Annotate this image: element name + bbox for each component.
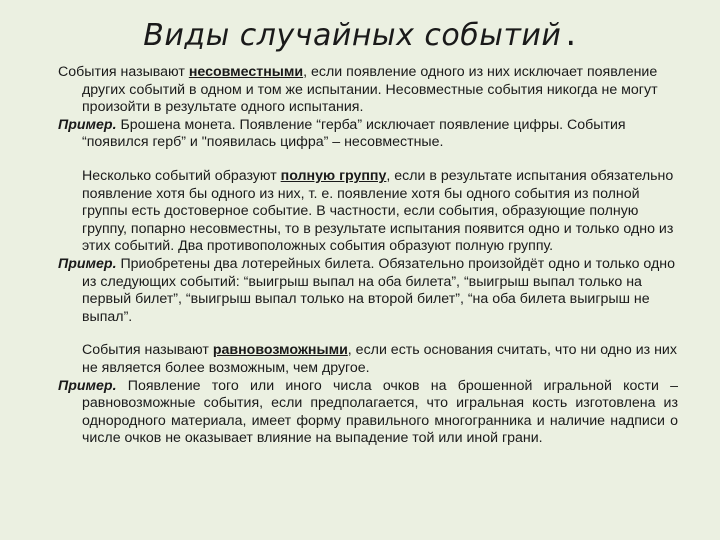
definition-full-group-post: , если в результате испытания обязательно появление хотя бы одного из них, т. е. появление хотя бы одного события из полной группы есть достоверное событие. В частности, если события, образующие полную группу, попарно несовместны, то в результате испытания появится одно и только одно из этих событий. Два противоположных события образуют полную группу. xyxy=(82,167,674,255)
definition-incompatible xyxy=(58,64,678,117)
definition-full-group-pre: Несколько событий образуют xyxy=(82,167,281,184)
example-full-group xyxy=(58,256,678,326)
definition-equally-possible-pre: События называют xyxy=(82,342,213,359)
slide-title-text: Виды случайных событий xyxy=(143,18,562,53)
example-incompatible xyxy=(58,117,678,152)
spacer xyxy=(58,326,678,342)
slide-body xyxy=(58,64,678,448)
spacer xyxy=(58,152,678,168)
slide-title-dot: . xyxy=(565,14,577,54)
example-label: Пример. xyxy=(58,116,117,133)
term-full-group: полную группу xyxy=(280,167,387,184)
example-full-group-text: Приобретены два лотерейных билета. Обязательно произойдёт одно и только одно из следующих событий: “выигрыш выпал на оба билета”, “выигрыш выпал только на первый билет”, “выигрыш выпал только на второй билет”, “на оба билета выигрыш не выпал”. xyxy=(82,255,676,325)
example-incompatible-text: Брошена монета. Появление “герба” исключает появление цифры. События “появился герб” и "появилась цифра” – несовместные. xyxy=(82,116,626,151)
example-equally-possible xyxy=(58,378,678,448)
definition-incompatible-pre: События называют xyxy=(58,64,189,80)
example-equally-possible-text: Появление того или иного числа очков на брошенной игральной кости – равновозможные события, если предполагается, что игральная кость изготовлена из однородного материала, имеет форму правильного многогранника и наличие надписи о числе очков не оказывает влияние на выпадение той или иной грани. xyxy=(82,377,678,447)
definition-equally-possible xyxy=(58,342,678,377)
definition-full-group xyxy=(58,168,678,256)
term-equally-possible: равновозможными xyxy=(212,342,348,359)
term-incompatible: несовместными xyxy=(188,64,304,80)
definition-equally-possible-post: , если есть основания считать, что ни одно из них не является более возможным, чем другое. xyxy=(82,342,677,376)
example-label: Пример. xyxy=(58,377,117,394)
slide-title xyxy=(0,14,720,54)
example-label: Пример. xyxy=(58,255,117,272)
definition-incompatible-post: , если появление одного из них исключает появление других событий в одном и том же испытании. Несовместные события никогда не могут произойти в результате одного испытания. xyxy=(82,64,658,116)
